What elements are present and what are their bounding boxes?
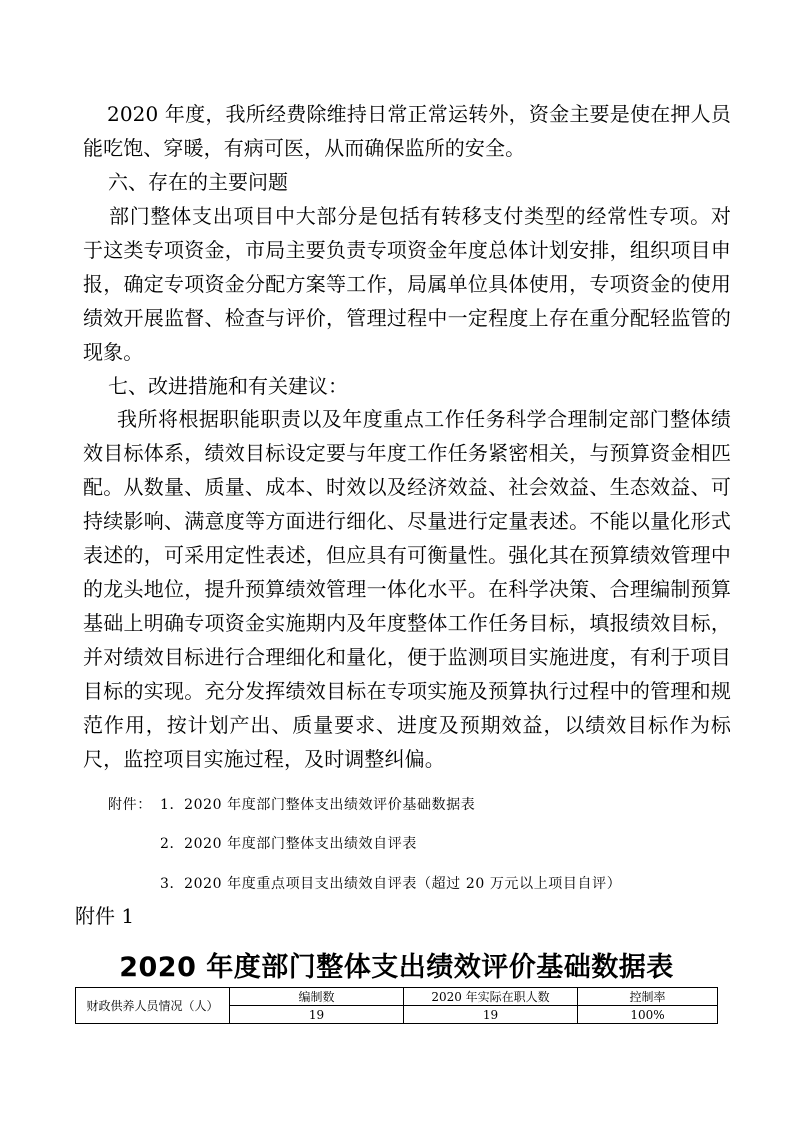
header-cell-staff-quota: 编制数 <box>230 988 404 1006</box>
value-cell-actual-staff: 19 <box>404 1006 578 1024</box>
section-heading-improvements: 七、改进措施和有关建议： <box>108 374 348 398</box>
paragraph-funding: 2020 年度，我所经费除维持日常正常运转外，资金主要是使在押人员能吃饱、穿暖，有病可医，从而确保监所的安全。 <box>83 102 731 160</box>
paragraph-improvements: 我所将根据职能职责以及年度重点工作任务科学合理制定部门整体绩效目标体系，绩效目标设定要与年度工作任务紧密相关，与预算资金相匹配。从数量、质量、成本、时效以及经济效益、社会效益、生态效益、可持续影响、满意度等方面进行细化、尽量进行定量表述。不能以量化形式表述的，可采用定性表述，但应具有可衡量性。强化其在预算绩效管理中的龙头地位，提升预算绩效管理一体化水平。在科学决策、合理编制预算基础上明确专项资金实施期内及年度整体工作任务目标，填报绩效目标，并对绩效目标进行合理细化和量化，便于监测项目实施进度，有利于项目目标的实现。充分发挥绩效目标在专项实施及预算执行过程中的管理和规范作用，按计划产出、质量要求、进度及预期效益，以绩效目标作为标尺，监控项目实施过程，及时调整纠偏。 <box>83 407 731 771</box>
attachment-item-2: 2．2020 年度部门整体支出绩效自评表 <box>160 836 417 852</box>
appendix-number: 1 <box>121 904 135 928</box>
table-row <box>76 988 718 1006</box>
value-cell-staff-quota: 19 <box>230 1006 404 1024</box>
row-header-cell: 财政供养人员情况（人） <box>76 988 230 1024</box>
basic-data-table <box>75 987 718 1024</box>
appendix-label <box>75 903 134 929</box>
appendix-label-text: 附件 <box>75 904 115 928</box>
table-title: 2020 年度部门整体支出绩效评价基础数据表 <box>119 952 674 983</box>
attachment-item-1: 1．2020 年度部门整体支出绩效评价基础数据表 <box>160 797 476 813</box>
attachments-label: 附件： <box>108 797 152 813</box>
attachment-item-3: 3．2020 年度重点项目支出绩效自评表（超过 20 万元以上项目自评） <box>160 876 622 892</box>
header-cell-control-rate: 控制率 <box>578 988 718 1006</box>
section-heading-problems: 六、存在的主要问题 <box>108 170 288 194</box>
header-cell-actual-staff: 2020 年实际在职人数 <box>404 988 578 1006</box>
paragraph-problems: 部门整体支出项目中大部分是包括有转移支付类型的经常性专项。对于这类专项资金，市局主要负责专项资金年度总体计划安排，组织项目申报，确定专项资金分配方案等工作，局属单位具体使用，专项资金的使用绩效开展监督、检查与评价，管理过程中一定程度上存在重分配轻监管的现象。 <box>83 204 731 364</box>
value-cell-control-rate: 100% <box>578 1006 718 1024</box>
